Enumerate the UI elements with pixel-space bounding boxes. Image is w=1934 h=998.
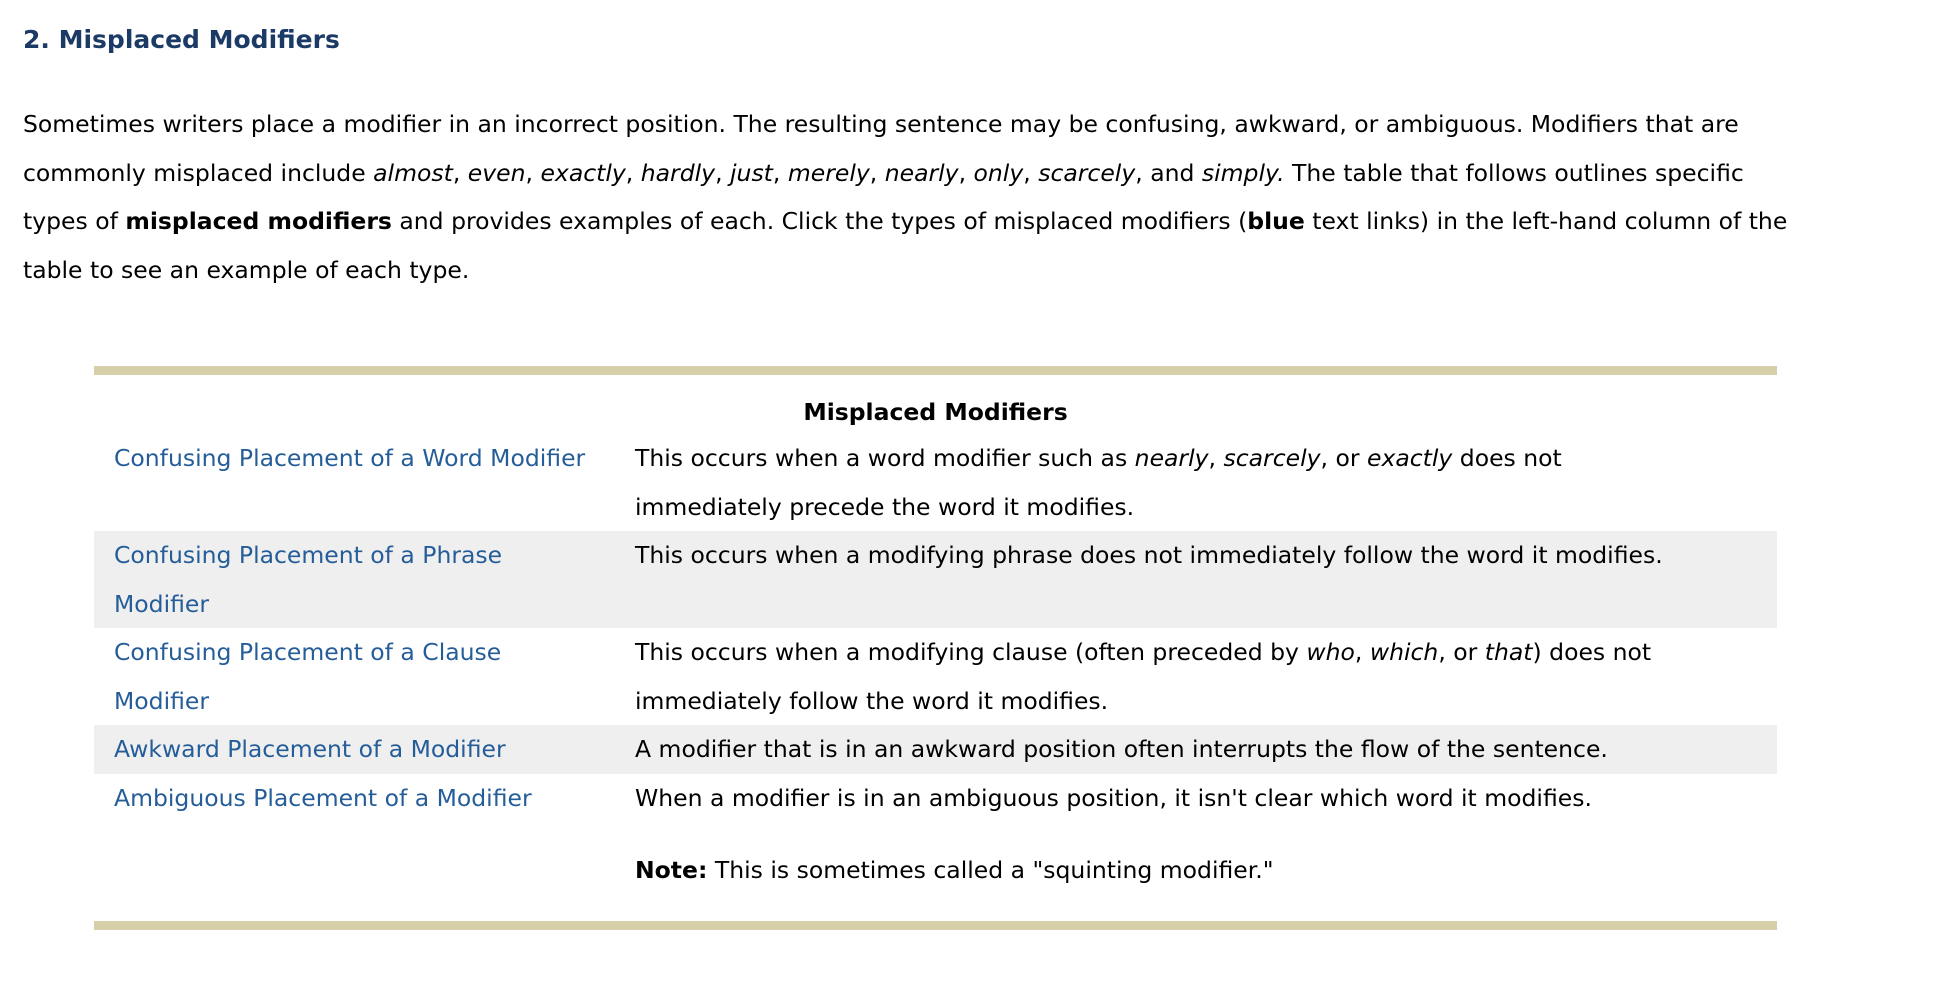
example-word: that xyxy=(1484,638,1533,666)
table-row xyxy=(94,628,1777,725)
link-awkward-placement[interactable]: Awkward Placement of a Modifier xyxy=(114,735,506,763)
intro-line-4: table to see an example of each type. xyxy=(23,255,470,284)
separator: , xyxy=(869,158,885,187)
description-text: does not xyxy=(1452,444,1562,472)
description-text: ) does not xyxy=(1532,638,1652,666)
intro-paragraph xyxy=(23,100,1893,294)
intro-text: commonly misplaced include xyxy=(23,158,374,187)
link-word-modifier[interactable]: Confusing Placement of a Word Modifier xyxy=(114,444,586,472)
type-cell xyxy=(94,628,635,725)
separator: , xyxy=(525,158,541,187)
modifier-word: exactly xyxy=(540,158,626,187)
bold-term: misplaced modifiers xyxy=(125,207,392,235)
separator: , xyxy=(1208,444,1224,472)
modifier-word: simply. xyxy=(1201,158,1285,187)
example-word: who xyxy=(1306,638,1355,666)
type-cell xyxy=(94,725,635,774)
table-bottom-padding xyxy=(94,895,1777,921)
separator: , xyxy=(958,158,974,187)
description-cell xyxy=(635,725,1777,774)
modifiers-table xyxy=(94,366,1777,930)
separator: , and xyxy=(1135,158,1202,187)
type-cell xyxy=(94,531,635,628)
description-text: This occurs when a modifying phrase does not immediately follow the word it modifies. xyxy=(635,541,1663,569)
separator: , xyxy=(452,158,468,187)
modifier-word: nearly xyxy=(884,158,959,187)
modifier-word: even xyxy=(467,158,526,187)
note-text: This is sometimes called a "squinting modifier." xyxy=(707,856,1274,884)
table-row xyxy=(94,434,1777,531)
type-cell xyxy=(94,434,635,531)
link-text[interactable]: Confusing Placement of a Phrase xyxy=(114,541,503,569)
modifier-word: hardly xyxy=(640,158,716,187)
modifier-word: only xyxy=(973,158,1024,187)
separator: , xyxy=(772,158,788,187)
section-title: 2. Misplaced Modifiers xyxy=(23,25,340,54)
modifier-word: merely xyxy=(787,158,870,187)
description-text: immediately follow the word it modifies. xyxy=(635,686,1109,715)
intro-text: text links) in the left-hand column of the xyxy=(1304,207,1788,235)
example-word: nearly xyxy=(1134,444,1209,472)
modifier-word: almost xyxy=(373,158,453,187)
description-text: A modifier that is in an awkward position often interrupts the flow of the sentence. xyxy=(635,735,1608,763)
description-cell xyxy=(635,434,1777,531)
separator: , xyxy=(1354,638,1370,666)
separator: , or xyxy=(1438,638,1485,666)
description-cell xyxy=(635,531,1777,628)
link-ambiguous-placement[interactable]: Ambiguous Placement of a Modifier xyxy=(114,783,532,812)
separator: , or xyxy=(1320,444,1367,472)
separator: , xyxy=(1023,158,1039,187)
note-label: Note: xyxy=(635,856,708,884)
table-caption: Misplaced Modifiers xyxy=(803,398,1068,426)
description-cell xyxy=(635,774,1777,895)
note xyxy=(635,846,1757,895)
example-word: exactly xyxy=(1366,444,1453,472)
example-word: scarcely xyxy=(1223,444,1321,472)
intro-line-2 xyxy=(23,149,1893,198)
description-cell xyxy=(635,628,1777,725)
link-text[interactable]: Modifier xyxy=(114,686,210,715)
intro-text: and provides examples of each. Click the types of misplaced modifiers ( xyxy=(391,207,1248,235)
separator: , xyxy=(715,158,731,187)
table-top-rule xyxy=(94,366,1777,375)
link-text[interactable]: Confusing Placement of a Clause xyxy=(114,638,502,666)
modifier-word: scarcely xyxy=(1038,158,1136,187)
intro-text: types of xyxy=(23,207,126,235)
description-text: immediately precede the word it modifies. xyxy=(635,492,1135,521)
description-text: This occurs when a modifying clause (often preceded by xyxy=(635,638,1307,666)
description-text: This occurs when a word modifier such as xyxy=(635,444,1135,472)
example-word: which xyxy=(1369,638,1439,666)
intro-text: The table that follows outlines specific xyxy=(1284,158,1744,187)
table-row xyxy=(94,774,1777,895)
link-text[interactable]: Modifier xyxy=(114,589,210,618)
table-row xyxy=(94,725,1777,774)
description-text: When a modifier is in an ambiguous position, it isn't clear which word it modifies. xyxy=(635,783,1592,812)
modifier-word: just xyxy=(730,158,773,187)
bold-term: blue xyxy=(1247,207,1305,235)
table-row xyxy=(94,531,1777,628)
intro-line-3 xyxy=(23,197,1893,246)
type-cell xyxy=(94,774,635,895)
link-clause-modifier[interactable] xyxy=(114,638,501,715)
table-bottom-rule xyxy=(94,921,1777,930)
separator: , xyxy=(625,158,641,187)
intro-line-1: Sometimes writers place a modifier in an incorrect position. The resulting sentence may be confusing, awkward, or ambiguous. Modifiers that are xyxy=(23,110,1739,138)
link-phrase-modifier[interactable] xyxy=(114,541,502,618)
